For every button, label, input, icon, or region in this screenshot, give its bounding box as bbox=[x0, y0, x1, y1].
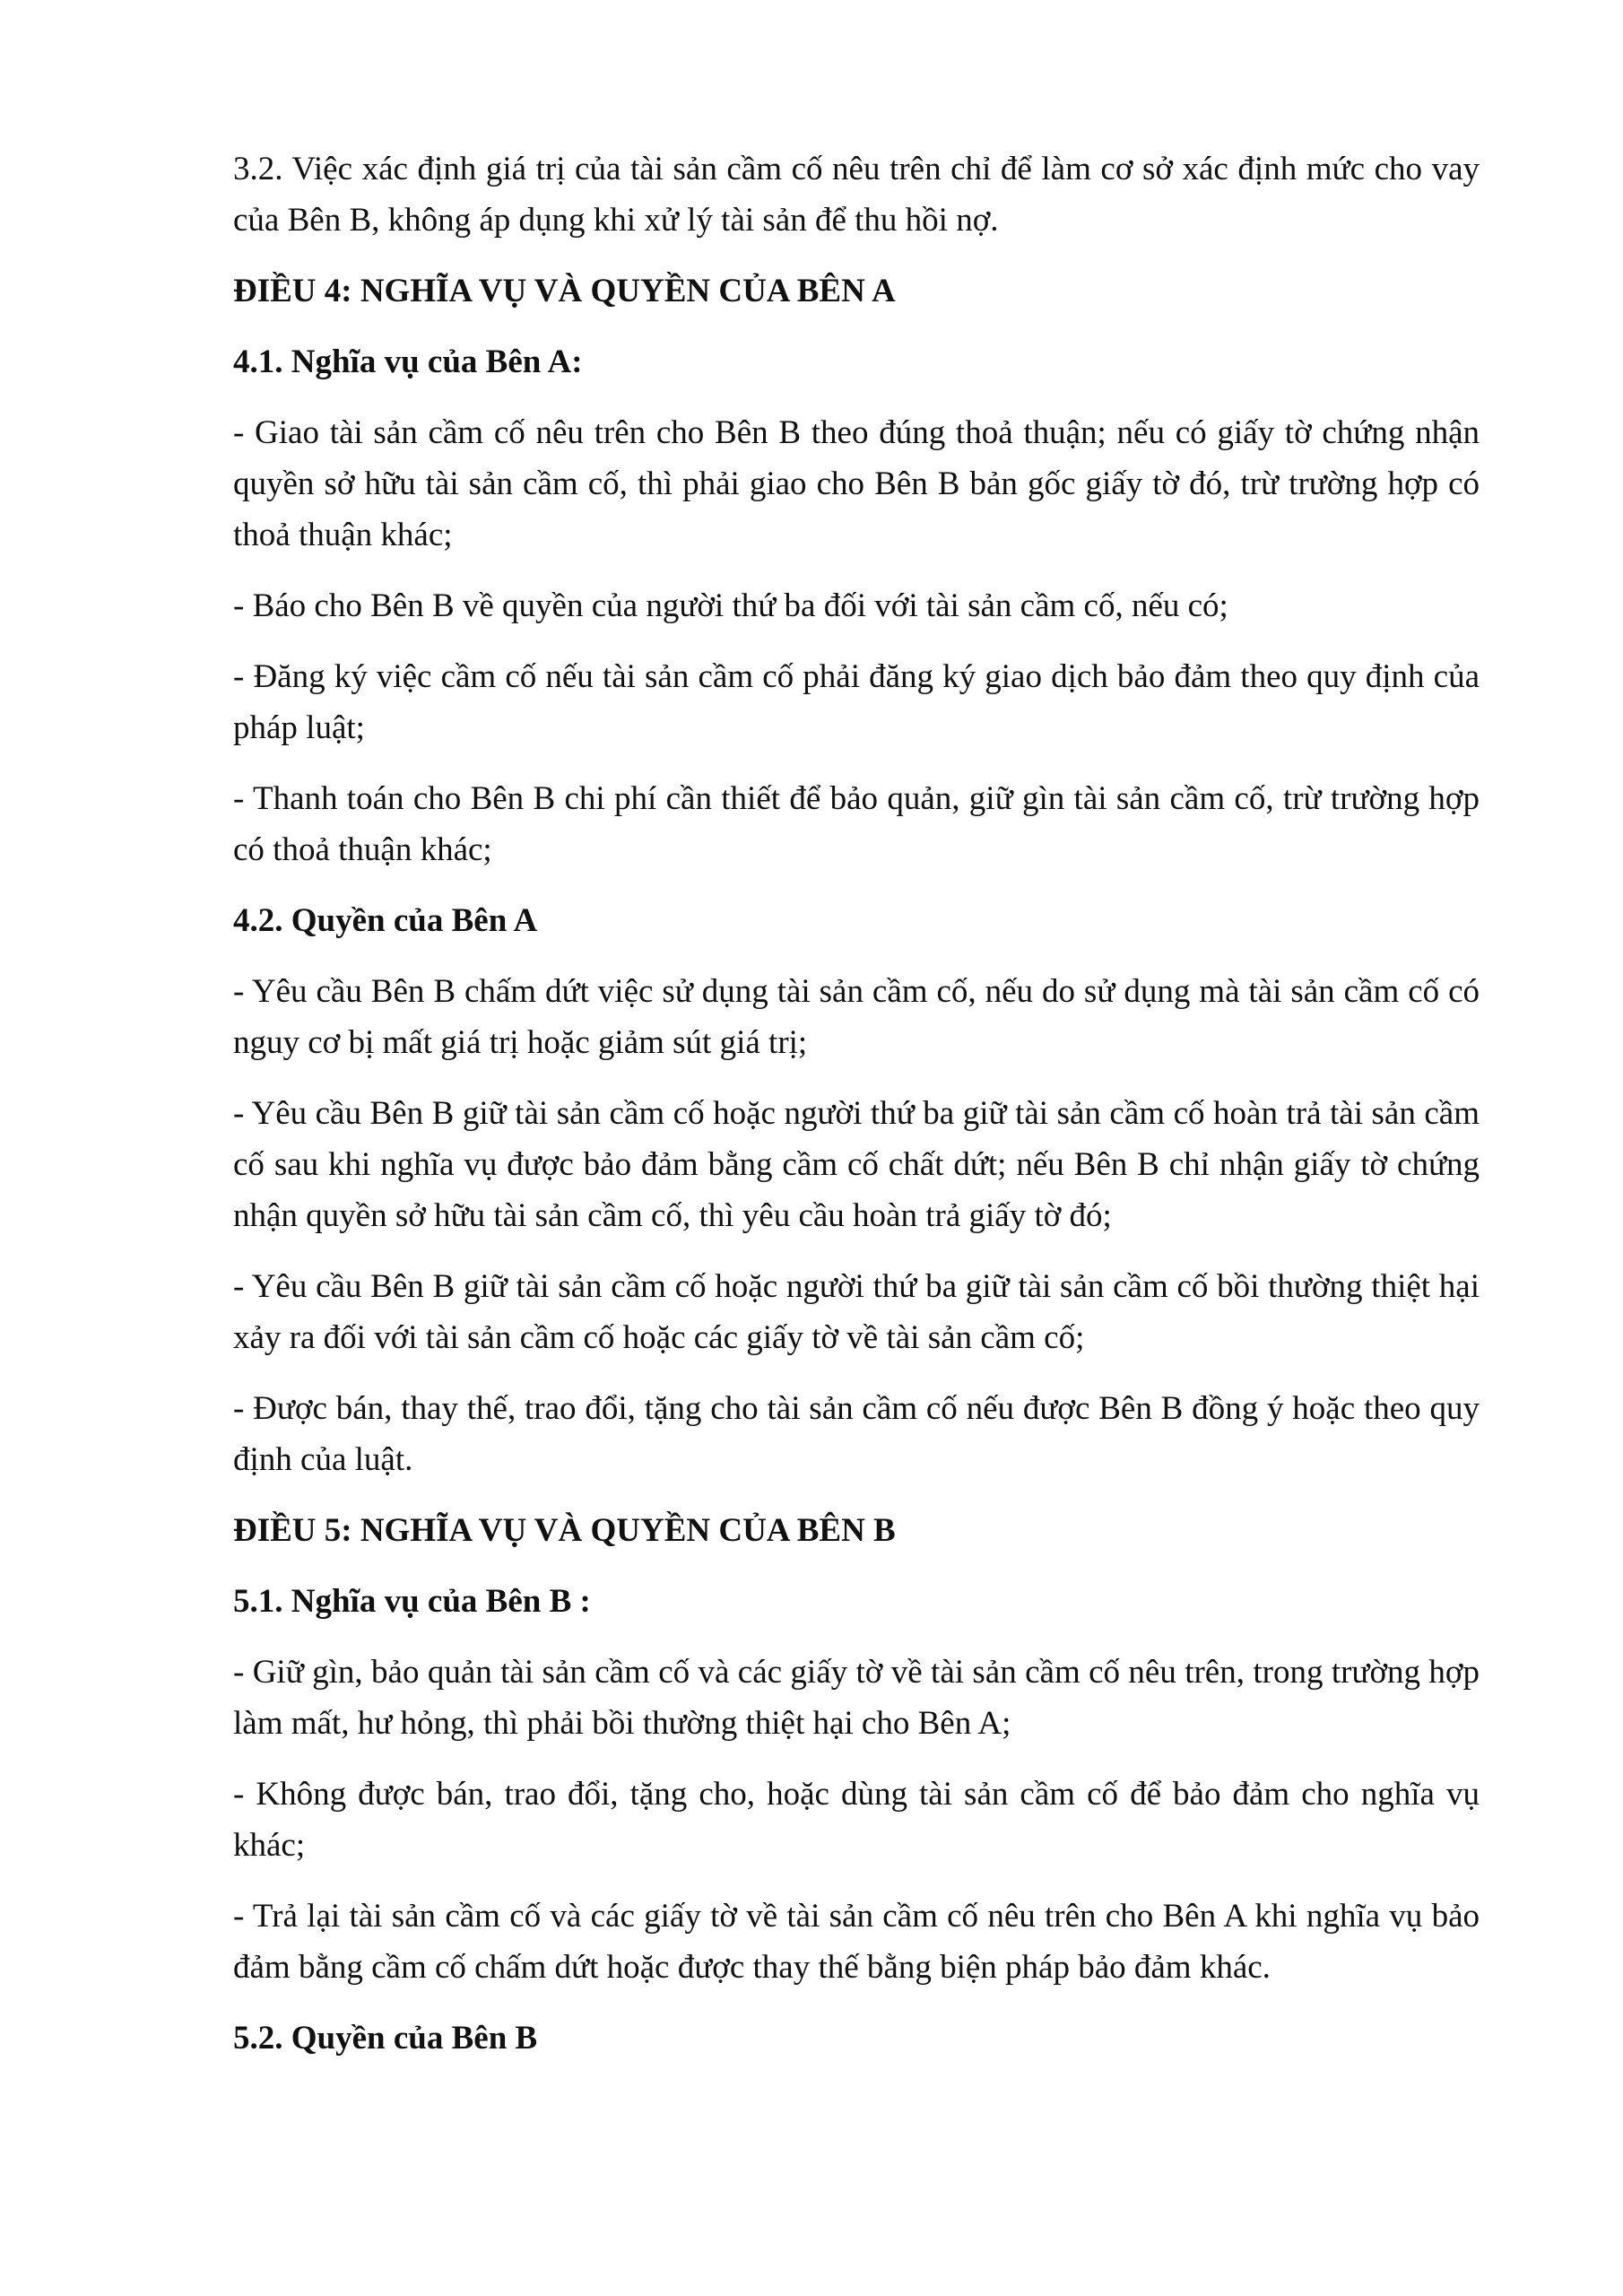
para-5-1-c: - Trả lại tài sản cầm cố và các giấy tờ về tài sản cầm cố nêu trên cho Bên A khi nghĩa vụ bảo đảm bằng cầm cố chấm dứt hoặc được thay thế bằng biện pháp bảo đảm khác. bbox=[233, 1898, 1480, 1986]
para-4-2-a: - Yêu cầu Bên B chấm dứt việc sử dụng tài sản cầm cố, nếu do sử dụng mà tài sản cầm cố có nguy cơ bị mất giá trị hoặc giảm sút giá trị; bbox=[233, 973, 1480, 1061]
para-4-2-c: - Yêu cầu Bên B giữ tài sản cầm cố hoặc người thứ ba giữ tài sản cầm cố bồi thường thiệt hại xảy ra đối với tài sản cầm cố hoặc các giấy tờ về tài sản cầm cố; bbox=[233, 1268, 1480, 1356]
heading-dieu-5: ĐIỀU 5: NGHĨA VỤ VÀ QUYỀN CỦA BÊN B bbox=[233, 1512, 896, 1549]
subheading-5-1: 5.1. Nghĩa vụ của Bên B : bbox=[233, 1583, 591, 1620]
para-4-1-c: - Đăng ký việc cầm cố nếu tài sản cầm cố phải đăng ký giao dịch bảo đảm theo quy định của pháp luật; bbox=[233, 658, 1480, 746]
para-4-2-b: - Yêu cầu Bên B giữ tài sản cầm cố hoặc người thứ ba giữ tài sản cầm cố hoàn trả tài sản cầm cố sau khi nghĩa vụ được bảo đảm bằng cầm cố chất dứt; nếu Bên B chỉ nhận giấy tờ chứng nhận quyền sở hữu tài sản cầm cố, thì yêu cầu hoàn trả giấy tờ đó; bbox=[233, 1095, 1480, 1234]
subheading-4-2: 4.2. Quyền của Bên A bbox=[233, 902, 538, 939]
para-4-1-a: - Giao tài sản cầm cố nêu trên cho Bên B theo đúng thoả thuận; nếu có giấy tờ chứng nhận quyền sở hữu tài sản cầm cố, thì phải giao cho Bên B bản gốc giấy tờ đó, trừ trường hợp có thoả thuận khác; bbox=[233, 414, 1480, 553]
subheading-5-2: 5.2. Quyền của Bên B bbox=[233, 2020, 538, 2057]
para-5-1-a: - Giữ gìn, bảo quản tài sản cầm cố và các giấy tờ về tài sản cầm cố nêu trên, trong trường hợp làm mất, hư hỏng, thì phải bồi thường thiệt hại cho Bên A; bbox=[233, 1654, 1480, 1742]
para-4-2-d: - Được bán, thay thế, trao đổi, tặng cho tài sản cầm cố nếu được Bên B đồng ý hoặc theo quy định của luật. bbox=[233, 1390, 1480, 1478]
para-3-2: 3.2. Việc xác định giá trị của tài sản cầm cố nêu trên chỉ để làm cơ sở xác định mức cho vay của Bên B, không áp dụng khi xử lý tài sản để thu hồi nợ. bbox=[233, 151, 1480, 239]
document-page bbox=[233, 144, 1480, 2083]
heading-dieu-4: ĐIỀU 4: NGHĨA VỤ VÀ QUYỀN CỦA BÊN A bbox=[233, 273, 896, 309]
para-5-1-b: - Không được bán, trao đổi, tặng cho, hoặc dùng tài sản cầm cố để bảo đảm cho nghĩa vụ khác; bbox=[233, 1776, 1480, 1864]
subheading-4-1: 4.1. Nghĩa vụ của Bên A: bbox=[233, 344, 583, 380]
para-4-1-d: - Thanh toán cho Bên B chi phí cần thiết để bảo quản, giữ gìn tài sản cầm cố, trừ trường hợp có thoả thuận khác; bbox=[233, 780, 1480, 868]
para-4-1-b: - Báo cho Bên B về quyền của người thứ ba đối với tài sản cầm cố, nếu có; bbox=[233, 587, 1228, 624]
